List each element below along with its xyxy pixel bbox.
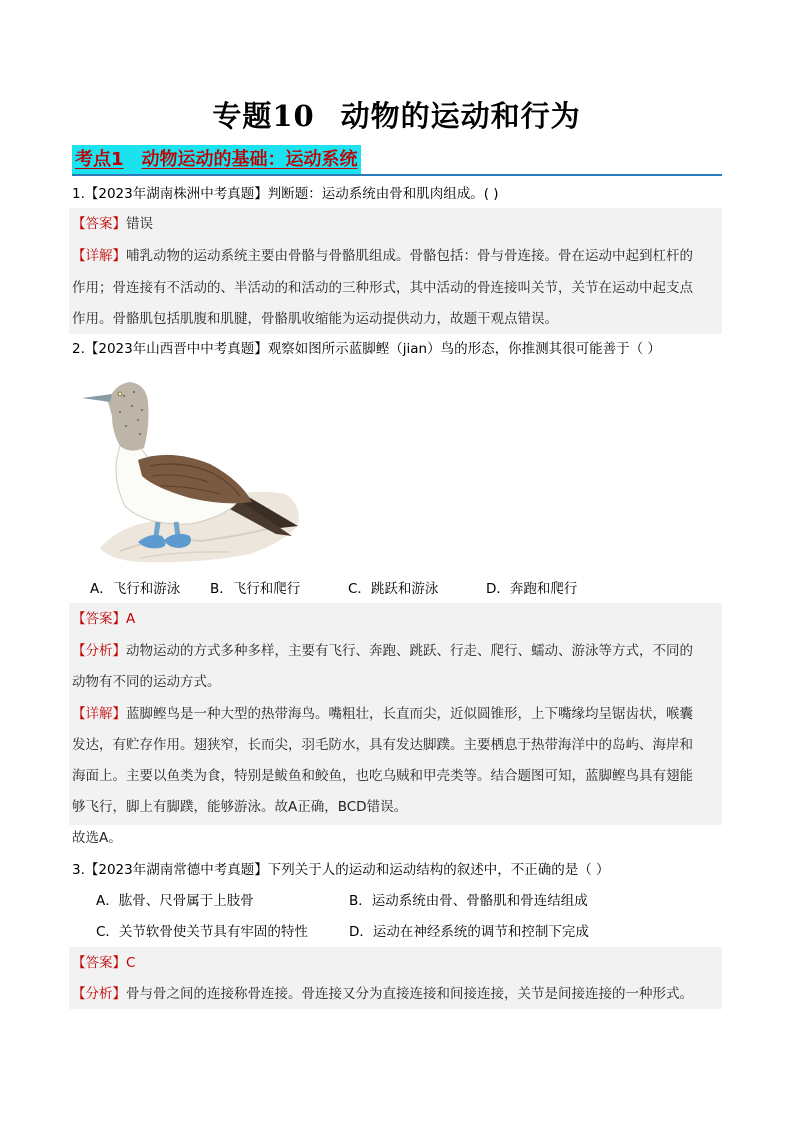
q3-option-d: D．运动在神经系统的调节和控制下完成 bbox=[349, 924, 589, 940]
topic-label bbox=[72, 145, 361, 174]
analysis-tag: 【分析】 bbox=[72, 643, 126, 659]
q1-detail-line-2: 作用；骨连接有不活动的、半活动的和活动的三种形式，其中活动的骨连接叫关节，关节在运动中起支点 bbox=[72, 280, 693, 296]
title-main: 专题10 bbox=[212, 99, 315, 133]
answer-value: A bbox=[126, 611, 136, 627]
q2-analysis-line-2: 动物有不同的运动方式。 bbox=[72, 674, 221, 690]
answer-tag: 【答案】 bbox=[72, 955, 126, 971]
q1-detail-line-3: 作用。骨骼肌包括肌腹和肌腱，骨骼肌收缩能为运动提供动力，故题干观点错误。 bbox=[72, 311, 558, 327]
topic-header bbox=[72, 145, 722, 176]
q1-answer bbox=[72, 214, 724, 234]
q3-answer bbox=[72, 953, 724, 973]
answer-tag: 【答案】 bbox=[72, 216, 126, 232]
analysis-text: 动物运动的方式多种多样，主要有飞行、奔跑、跳跃、行走、爬行、蠕动、游泳等方式，不同的 bbox=[126, 643, 693, 659]
q3-option-c: C．关节软骨使关节具有牢固的特性 bbox=[96, 924, 308, 940]
answer-value: 错误 bbox=[126, 216, 153, 232]
q3-option-b: B．运动系统由骨、骨骼肌和骨连结组成 bbox=[349, 893, 588, 909]
q2-detail-line-4: 够飞行，脚上有脚蹼，能够游泳。故A正确，BCD错误。 bbox=[72, 799, 408, 815]
answer-value: C bbox=[126, 955, 136, 971]
q3-option-a: A．肱骨、尺骨属于上肢骨 bbox=[96, 893, 254, 909]
topic-text: 动物运动的基础：运动系统 bbox=[141, 149, 358, 170]
q2-option-a: A．飞行和游泳 bbox=[90, 581, 181, 597]
q2-detail-line-2: 发达，有贮存作用。翅狭窄，长而尖，羽毛防水，具有发达脚蹼。主要栖息于热带海洋中的岛屿、海岸和 bbox=[72, 737, 693, 753]
q2-detail-line-5: 故选A。 bbox=[72, 830, 122, 846]
question-1-stem: 1.【2023年湖南株洲中考真题】判断题：运动系统由骨和肌肉组成。( ) bbox=[72, 186, 499, 202]
analysis-tag: 【分析】 bbox=[72, 986, 126, 1002]
q3-analysis-line-1 bbox=[72, 984, 724, 1004]
answer-tag: 【答案】 bbox=[72, 611, 126, 627]
detail-tag: 【详解】 bbox=[72, 248, 126, 264]
question-3-stem: 3.【2023年湖南常德中考真题】下列关于人的运动和运动结构的叙述中，不正确的是（ ） bbox=[72, 862, 610, 878]
q2-detail-line-3: 海面上。主要以鱼类为食，特别是鲅鱼和鲛鱼，也吃乌贼和甲壳类等。结合题图可知，蓝脚鲣鸟具有翅能 bbox=[72, 768, 693, 784]
q2-option-b: B．飞行和爬行 bbox=[210, 581, 301, 597]
analysis-text: 骨与骨之间的连接称骨连接。骨连接又分为直接连接和间接连接，关节是间接连接的一种形式。 bbox=[126, 986, 693, 1002]
question-2-stem: 2.【2023年山西晋中中考真题】观察如图所示蓝脚鲣（jian）鸟的形态，你推测其很可能善于（ ） bbox=[72, 341, 661, 357]
title-sub: 动物的运动和行为 bbox=[340, 99, 581, 133]
detail-text: 哺乳动物的运动系统主要由骨骼与骨骼肌组成。骨骼包括：骨与骨连接。骨在运动中起到杠杆的 bbox=[126, 248, 693, 264]
q2-option-d: D．奔跑和爬行 bbox=[486, 581, 578, 597]
q2-analysis-line-1 bbox=[72, 641, 724, 661]
q2-option-c: C．跳跃和游泳 bbox=[348, 581, 439, 597]
detail-text: 蓝脚鲣鸟是一种大型的热带海鸟。嘴粗壮，长直而尖，近似圆锥形，上下嘴缘均呈锯齿状，喉囊 bbox=[126, 706, 693, 722]
q1-detail-line-1 bbox=[72, 246, 724, 266]
page-title bbox=[0, 94, 793, 135]
q2-answer bbox=[72, 609, 724, 629]
q2-detail-line-1 bbox=[72, 704, 724, 724]
detail-tag: 【详解】 bbox=[72, 706, 126, 722]
blue-footed-booby-illustration bbox=[80, 376, 305, 566]
topic-number: 考点1 bbox=[75, 149, 124, 170]
